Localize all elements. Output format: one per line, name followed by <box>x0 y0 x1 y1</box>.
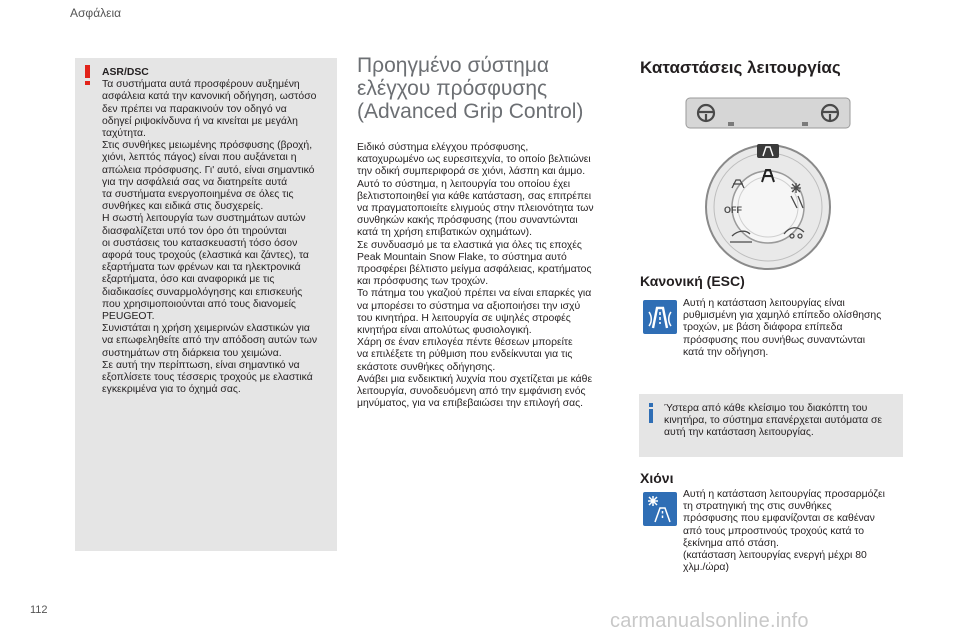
mode-title-esc: Κανονική (ESC) <box>640 273 745 289</box>
grip-control-selector-figure <box>680 96 856 272</box>
warning-heading: ASR/DSC <box>102 67 149 78</box>
snow-mode-icon <box>643 492 677 526</box>
info-box <box>639 394 903 457</box>
off-label: OFF <box>724 205 742 215</box>
warning-box <box>75 58 337 551</box>
mode-title-snow: Χιόνι <box>640 470 674 486</box>
watermark: carmanualsonline.info <box>610 610 809 632</box>
info-icon <box>649 403 654 423</box>
section-title-modes: Καταστάσεις λειτουργίας <box>640 58 841 77</box>
esc-description: Αυτή η κατάσταση λειτουργίας είναι ρυθμισμένη για χαμηλό επίπεδο ολίσθησης τροχών, με βάση διάφορα επίπεδα πρόσφυσης που συνήθως συναντώνται κατά την οδήγηση. <box>683 298 882 358</box>
snow-description: Αυτή η κατάσταση λειτουργίας προσαρμόζει τη στρατηγική της στις συνθήκες πρόσφυσης που εμφανίζονται σε καθέναν από τους μπροστινούς τροχούς κατά το ξεκίνημα από στάση. (κατάσταση λειτουργίας ενεργή μέχρι 80 χλμ./ώρα) <box>683 489 885 574</box>
warning-body: Τα συστήματα αυτά προσφέρουν αυξημένη ασφάλεια κατά την κανονική οδήγηση, ωστόσο δεν πρέπει να παρακινούν τον οδηγό να οδηγεί ριψοκίνδυνα ή να κινείται με μεγάλη ταχύτητα. Στις συνθήκες μειωμένης πρόσφυσης (βροχή, χιόνι, λεπτός πάγος) είναι που αυξάνεται η απώλεια πρόσφυσης. Γι' αυτό, είναι σημαντικό για την ασφάλειά σας να διατηρείτε αυτά τα συστήματα ενεργοποιημένα σε όλες τις συνθήκες και ειδικά στις δυσχερείς. Η σωστή λειτουργία των συστημάτων αυτών διασφαλίζεται υπό τον όρο ότι τηρούνται οι συστάσεις του κατασκευαστή τόσο όσον αφορά τους τροχούς (ελαστικά και ζάντες), τα εξαρτήματα των φρένων και τα ηλεκτρονικά εξαρτήματα, όσο και αναφορικά με τις διαδικασίες συναρμολόγησης και επισκευής που χρησιμοποιούνται από τους διανομείς PEUGEOT. Συνιστάται η χρήση χειμερινών ελαστικών για να επωφεληθείτε από την απόδοση αυτών των συστημάτων στη διάρκεια του χειμώνα. Σε αυτή την περίπτωση, είναι σημαντικό να εξοπλίσετε τους τέσσερις τροχούς με ελαστικά εγκεκριμένα για το όχημά σας. <box>102 79 318 396</box>
agc-description: Ειδικό σύστημα ελέγχου πρόσφυσης, κατοχυρωμένο ως ευρεσιτεχνία, το οποίο βελτιώνει την οδική συμπεριφορά σε χιόνι, λάσπη και άμμο. Αυτό το σύστημα, η λειτουργία του οποίου έχει βελτιστοποιηθεί για κάθε κατάσταση, σας επιτρέπει να πραγματοποιείτε ελιγμούς στην πλειονότητα των συνθηκών κακής πρόσφυσης (που συναντώνται κατά τη χρήση επιβατικών οχημάτων). Σε συνδυασμό με τα ελαστικά για όλες τις εποχές Peak Mountain Snow Flake, το σύστημα αυτό προσφέρει βέλτιστο μείγμα ασφάλειας, κρατήματος και πρόσφυσης των τροχών. Το πάτημα του γκαζιού πρέπει να είναι επαρκές για να μπορέσει το σύστημα να αξιοποιήσει την ισχύ του κινητήρα. Η λειτουργία σε υψηλές στροφές κινητήρα είναι απολύτως φυσιολογική. Χάρη σε έναν επιλογέα πέντε θέσεων μπορείτε να επιλέξετε τη ρύθμιση που ενδείκνυται για τις εκάστοτε συνθήκες οδήγησης. Ανάβει μια ενδεικτική λυχνία που σχετίζεται με κάθε λειτουργία, συνοδευόμενη από την εμφάνιση ενός μηνύματος, για να επιβεβαιώσει την επιλογή σας. <box>357 142 594 410</box>
section-header: Ασφάλεια <box>70 6 122 20</box>
warning-icon <box>84 65 92 85</box>
section-title-agc: Προηγμένο σύστημα ελέγχου πρόσφυσης (Advanced Grip Control) <box>357 54 584 123</box>
page-number: 112 <box>30 604 48 616</box>
warning-text-block <box>102 67 334 396</box>
traction-control-icon <box>643 300 677 334</box>
info-text: Ύστερα από κάθε κλείσιμο του διακόπτη του κινητήρα, το σύστημα επανέρχεται αυτόματα σε αυτή την κατάσταση λειτουργίας. <box>664 403 883 439</box>
